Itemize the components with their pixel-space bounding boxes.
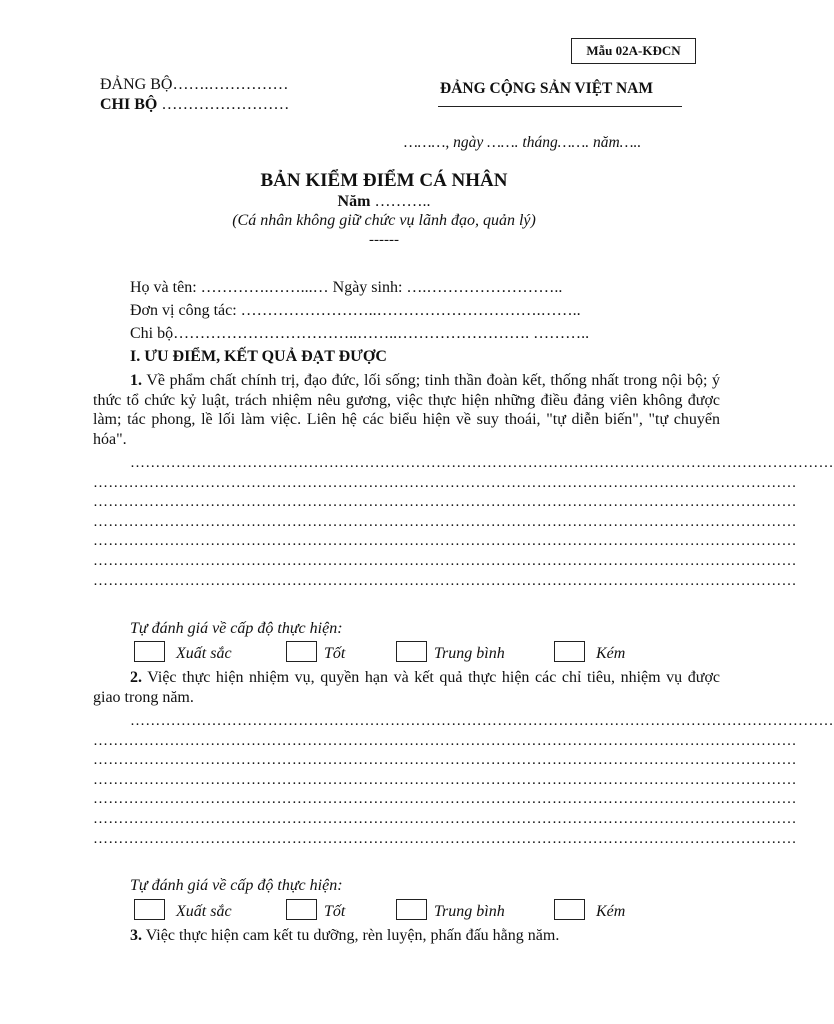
year-dots: ……….. [370,193,431,210]
dotted-line: ………………………………………………………………………………………………………………………… [93,791,797,808]
party-cell-line [100,96,289,114]
year-label: Năm [337,193,371,210]
option-good-label: Tốt [324,903,346,920]
party-name: ĐẢNG CỘNG SẢN VIỆT NAM [440,80,654,97]
dotted-line: ………………………………………………………………………………………………………………………… [93,533,797,550]
dotted-line: ………………………………………………………………………………………………………………………… [93,810,797,827]
option-poor-label: Kém [596,903,626,920]
dotted-line: ………………………………………………………………………………………………………………………… [93,572,797,589]
item-1-text: Về phẩm chất chính trị, đạo đức, lối sống; tinh thần đoàn kết, thống nhất trong nội bộ; ý thức tổ chức kỷ luật, trách nhiệm nêu gương, việc thực hiện những điều đảng viên không được làm; tác phong, lề lối làm việc. Liên hệ các biểu hiện về suy thoái, "tự diễn biến", "tự chuyển hóa". [93,372,720,448]
party-committee-line: ĐẢNG BỘ…….…………… [100,76,289,93]
form-code-badge: Mẫu 02A-KĐCN [571,38,696,64]
dotted-line: ………………………………………………………………………………………………………………………… [93,830,797,847]
item-2-paragraph [93,668,720,707]
option-excellent-label: Xuất sắc [176,645,232,662]
dotted-line: ………………………………………………………………………………………………………………………… [93,771,797,788]
party-cell-label: CHI BỘ [100,96,158,113]
option-average-label: Trung bình [434,903,505,920]
document-title: BẢN KIỂM ĐIỂM CÁ NHÂN [260,170,508,191]
checkbox-average[interactable] [396,899,427,920]
party-cell-dots: …………………… [157,96,290,113]
chi-bo-field: Chi bộ……………………………..……..……………………. ……….. [130,325,590,342]
self-eval-label: Tự đánh giá về cấp độ thực hiện: [130,877,343,894]
answer-area-2[interactable] [93,712,834,849]
dotted-line: ………………………………………………………………………………………………………………………… [93,732,797,749]
item-3-text: Việc thực hiện cam kết tu dưỡng, rèn luyện, phấn đấu hằng năm. [142,927,560,944]
checkbox-excellent[interactable] [134,899,165,920]
work-unit-field: Đơn vị công tác: ……………………..………………………….…….. [130,302,581,319]
title-separator: ------ [369,232,399,248]
checkbox-good[interactable] [286,641,317,662]
section-heading: I. ƯU ĐIỂM, KẾT QUẢ ĐẠT ĐƯỢC [130,348,387,365]
checkbox-poor[interactable] [554,899,585,920]
dotted-line: ………………………………………………………………………………………………………………………… [93,552,797,569]
dotted-line: ………………………………………………………………………………………………………………………… [130,713,834,729]
option-average-label: Trung bình [434,645,505,662]
dotted-line: ………………………………………………………………………………………………………………………… [93,752,797,769]
checkbox-average[interactable] [396,641,427,662]
checkbox-good[interactable] [286,899,317,920]
item-1-paragraph [93,371,720,449]
item-2-number: 2. [130,669,142,686]
self-eval-label: Tự đánh giá về cấp độ thực hiện: [130,620,343,637]
dotted-line: ………………………………………………………………………………………………………………………… [93,474,797,491]
item-2-text: Việc thực hiện nhiệm vụ, quyền hạn và kết quả thực hiện các chỉ tiêu, nhiệm vụ được giao trong năm. [93,669,720,706]
answer-area-1[interactable] [93,454,834,591]
date-line: ………, ngày ……. tháng……. năm….. [404,134,642,151]
option-good-label: Tốt [324,645,346,662]
document-subtitle: (Cá nhân không giữ chức vụ lãnh đạo, quản lý) [232,212,536,229]
dotted-line: ………………………………………………………………………………………………………………………… [93,513,797,530]
checkbox-excellent[interactable] [134,641,165,662]
party-name-underline [438,106,682,107]
dotted-line: ………………………………………………………………………………………………………………………… [130,455,834,471]
option-excellent-label: Xuất sắc [176,903,232,920]
item-1-number: 1. [130,372,142,389]
name-dob-field: Họ và tên: ………….……...… Ngày sinh: ….…………………….. [130,279,563,296]
dotted-line: ………………………………………………………………………………………………………………………… [93,494,797,511]
option-poor-label: Kém [596,645,626,662]
year-line [0,193,768,211]
item-3-line [130,927,559,945]
item-3-number: 3. [130,927,142,944]
checkbox-poor[interactable] [554,641,585,662]
